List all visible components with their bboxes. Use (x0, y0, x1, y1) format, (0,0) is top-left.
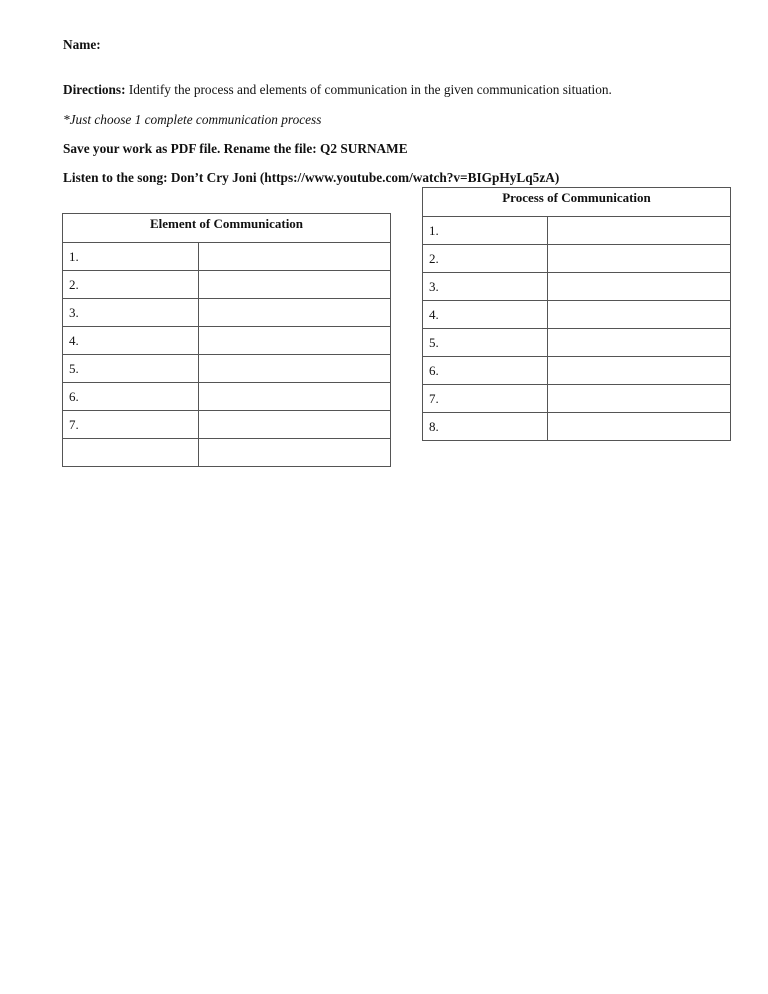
row-answer-cell[interactable] (548, 245, 731, 273)
directions-line (63, 82, 612, 98)
row-answer-cell[interactable] (548, 385, 731, 413)
row-answer-cell[interactable] (548, 329, 731, 357)
table-row (63, 271, 391, 299)
row-label (63, 439, 199, 467)
row-answer-cell[interactable] (199, 383, 391, 411)
table-row (423, 245, 731, 273)
save-instruction: Save your work as PDF file. Rename the file: Q2 SURNAME (63, 141, 408, 156)
table-row (423, 413, 731, 441)
name-label: Name: (63, 37, 101, 52)
process-of-communication-table (422, 187, 731, 441)
listen-instruction: Listen to the song: Don’t Cry Joni (https://www.youtube.com/watch?v=BIGpHyLq5zA) (63, 170, 560, 185)
directions-text: Identify the process and elements of communication in the given communication situation. (125, 82, 612, 97)
element-table-title: Element of Communication (63, 214, 391, 243)
table-row (423, 217, 731, 245)
table-row (63, 383, 391, 411)
row-label: 3. (423, 273, 548, 301)
row-answer-cell[interactable] (199, 243, 391, 271)
row-answer-cell[interactable] (548, 217, 731, 245)
row-answer-cell[interactable] (199, 299, 391, 327)
table-row (423, 385, 731, 413)
table-row (63, 327, 391, 355)
row-answer-cell[interactable] (199, 271, 391, 299)
table-row (63, 243, 391, 271)
row-answer-cell[interactable] (548, 301, 731, 329)
table-row (63, 411, 391, 439)
table-row (423, 273, 731, 301)
table-row (423, 301, 731, 329)
row-answer-cell[interactable] (548, 273, 731, 301)
table-row (63, 299, 391, 327)
row-label: 5. (63, 355, 199, 383)
row-label: 1. (63, 243, 199, 271)
row-label: 7. (423, 385, 548, 413)
row-label: 1. (423, 217, 548, 245)
row-label: 4. (63, 327, 199, 355)
row-answer-cell[interactable] (548, 413, 731, 441)
row-label: 5. (423, 329, 548, 357)
table-row (63, 439, 391, 467)
note-text: *Just choose 1 complete communication process (63, 112, 322, 127)
row-label: 7. (63, 411, 199, 439)
process-table-title: Process of Communication (423, 188, 731, 217)
row-label: 8. (423, 413, 548, 441)
row-label: 3. (63, 299, 199, 327)
table-row (423, 329, 731, 357)
directions-label: Directions: (63, 82, 126, 97)
table-row (63, 355, 391, 383)
row-answer-cell[interactable] (199, 327, 391, 355)
row-answer-cell[interactable] (199, 411, 391, 439)
row-label: 2. (423, 245, 548, 273)
row-label: 2. (63, 271, 199, 299)
table-row (423, 357, 731, 385)
row-label: 4. (423, 301, 548, 329)
row-answer-cell[interactable] (199, 355, 391, 383)
element-of-communication-table (62, 213, 391, 467)
row-label: 6. (423, 357, 548, 385)
row-answer-cell[interactable] (548, 357, 731, 385)
row-label: 6. (63, 383, 199, 411)
row-answer-cell[interactable] (199, 439, 391, 467)
